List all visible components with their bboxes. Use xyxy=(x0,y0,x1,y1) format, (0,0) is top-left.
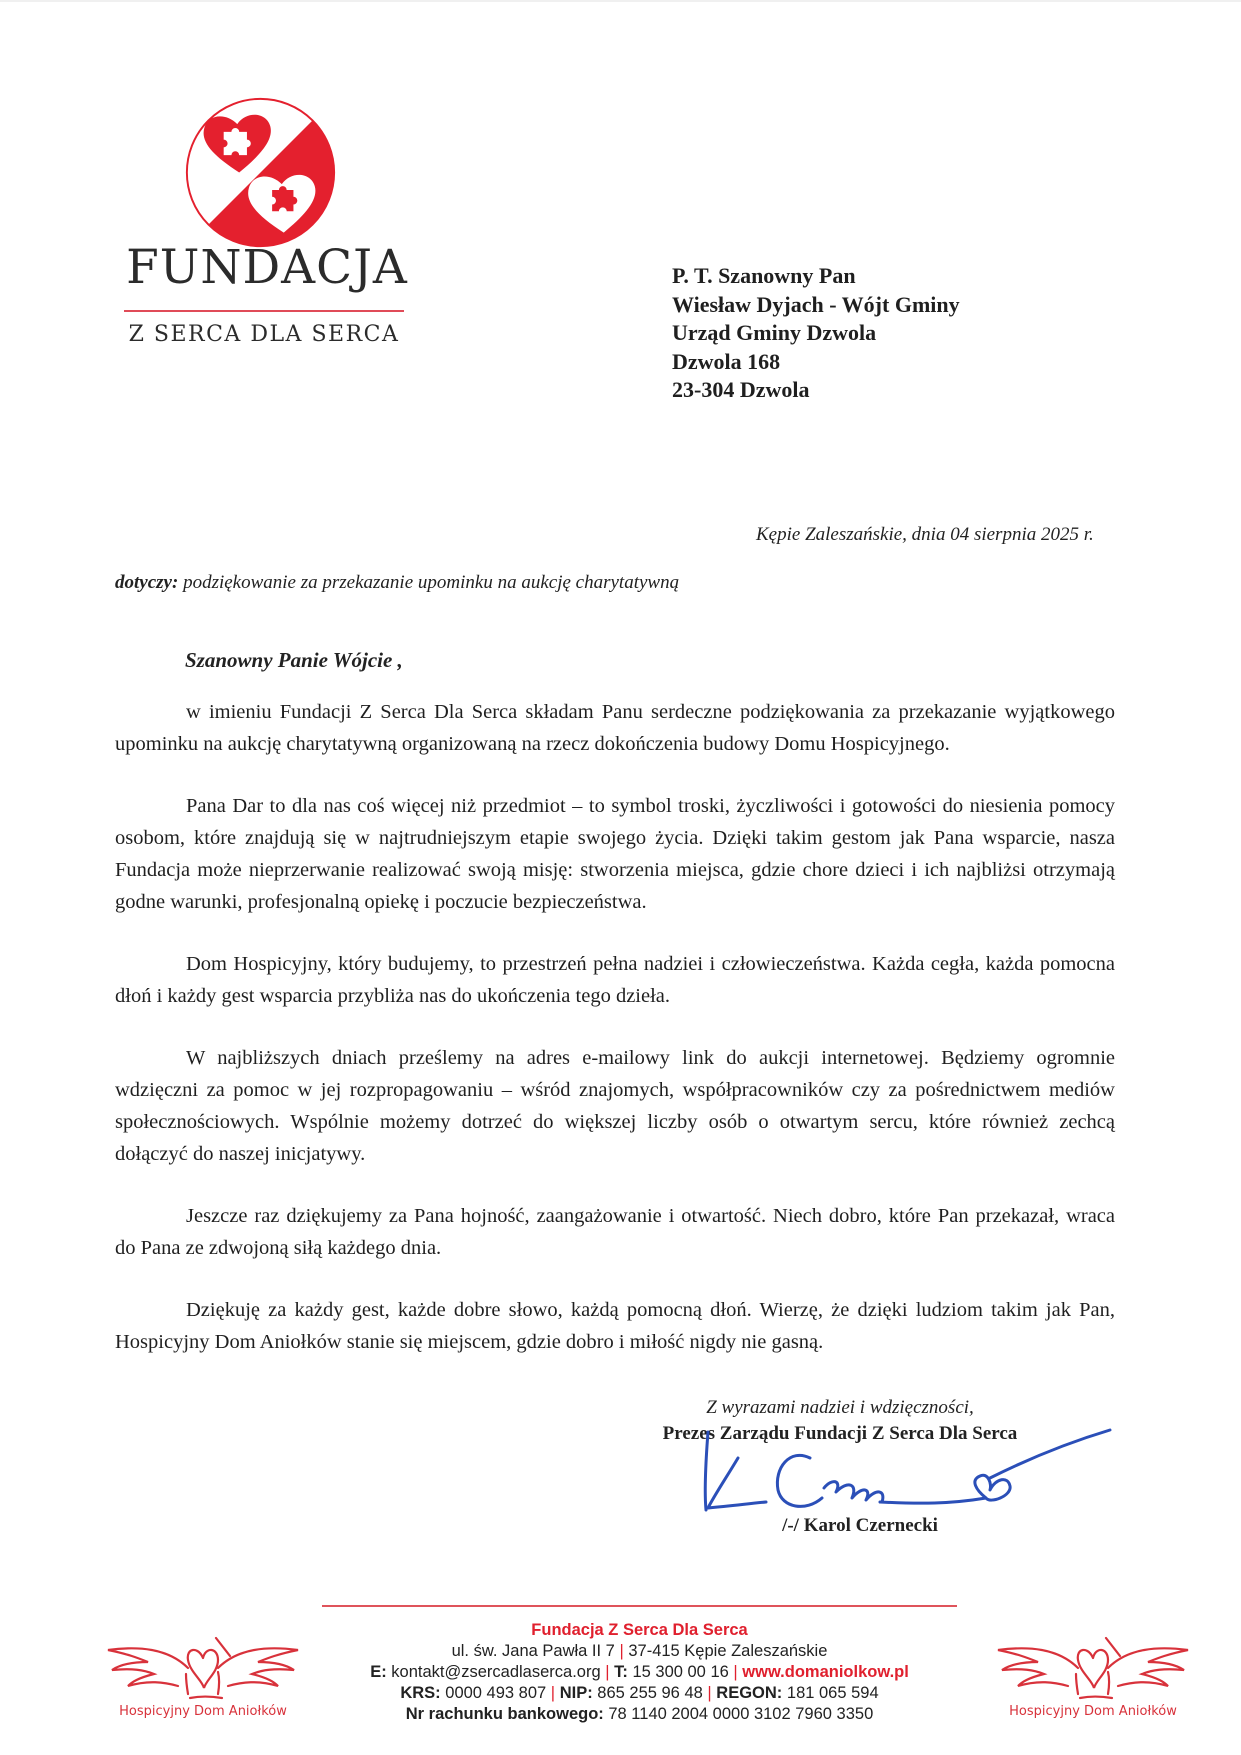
scan-edge xyxy=(0,0,1241,2)
body-paragraph: Pana Dar to dla nas coś więcej niż przedmiot – to symbol troski, życzliwości i gotowości do niesienia pomocy osobom, które znajdują się w najtrudniejszym etapie swojego życia. Dzięki takim gestom jak Pana wsparcie, nasza Fundacja może nieprzerwanie realizować swoją misję: stworzenia miejsca, gdzie chore dzieci i ich najbliżsi otrzymają godne warunki, profesjonalną opiekę i poczucie bezpieczeństwa. xyxy=(115,795,1115,913)
footer-phone: 15 300 00 16 xyxy=(632,1663,729,1681)
closing-phrase: Z wyrazami nadziei i wdzięczności, xyxy=(706,1397,974,1418)
footer-street: ul. św. Jana Pawła II 7 xyxy=(451,1642,615,1660)
footer-separator: | xyxy=(550,1684,556,1702)
footer-divider xyxy=(322,1605,957,1607)
krs-value: 0000 493 807 xyxy=(445,1684,547,1702)
body-paragraph: W najbliższych dniach prześlemy na adres e-mailowy link do aukcji internetowej. Będziemy ogromnie wdzięczni za pomoc w jej rozpropagowaniu – wśród znajomych, współpracowników czy za pośrednictwem mediów społecznościowych. Wspólnie możemy dotrzeć do większej liczby osób o otwartym sercu, które również zechcą dołączyć do naszej inicjatywy. xyxy=(115,1047,1115,1165)
body-paragraph: Jeszcze raz dziękujemy za Pana hojność, zaangażowanie i otwartość. Niech dobro, które Pan przekazał, wraca do Pana ze zdwojoną siłą każdego dnia. xyxy=(115,1205,1115,1259)
nip-value: 865 255 96 48 xyxy=(597,1684,703,1702)
phone-label: T: xyxy=(614,1663,628,1681)
letter-date: Kępie Zaleszańskie, dnia 04 sierpnia 2025 r. xyxy=(756,524,1094,545)
footer-website-link[interactable]: www.domaniolkow.pl xyxy=(742,1663,909,1681)
footer-separator: | xyxy=(619,1642,624,1660)
account-value: 78 1140 2004 0000 3102 7960 3350 xyxy=(608,1705,874,1723)
letter-body xyxy=(115,696,1115,1388)
footer-org-name: Fundacja Z Serca Dla Serca xyxy=(531,1621,748,1639)
subject-text: podziękowanie za przekazanie upominku na aukcję charytatywną xyxy=(183,572,680,593)
regon-value: 181 065 594 xyxy=(786,1684,879,1702)
winged-heart-house-icon xyxy=(988,1628,1198,1708)
signer-name: /-/ Karol Czernecki xyxy=(782,1515,938,1536)
handwritten-signature-icon xyxy=(690,1418,1130,1518)
org-subtitle: Z SERCA DLA SERCA xyxy=(128,322,400,347)
subject-label: dotyczy: xyxy=(115,572,179,593)
recipient-line: 23-304 Dzwola xyxy=(672,377,810,402)
footer-contact xyxy=(322,1620,957,1725)
krs-label: KRS: xyxy=(400,1684,441,1702)
email-label: E: xyxy=(370,1663,387,1681)
letter-subject xyxy=(115,572,679,594)
footer-separator: | xyxy=(733,1663,738,1681)
signer-title: Prezes Zarządu Fundacji Z Serca Dla Serca xyxy=(662,1423,1018,1444)
logo-divider xyxy=(124,310,404,312)
footer-separator: | xyxy=(605,1663,610,1681)
body-paragraph: Dom Hospicyjny, który budujemy, to przestrzeń pełna nadziei i człowieczeństwa. Każda cegła, każda pomocna dłoń i każdy gest wsparcia przybliża nas do ukończenia tego dzieła. xyxy=(115,953,1115,1007)
hospice-logo-label: Hospicyjny Dom Aniołków xyxy=(119,1704,287,1719)
footer-registry xyxy=(322,1683,957,1704)
nip-label: NIP: xyxy=(559,1684,593,1702)
regon-label: REGON: xyxy=(716,1684,783,1702)
recipient-line: Wiesław Dyjach - Wójt Gminy xyxy=(672,291,960,317)
footer-bank xyxy=(322,1704,957,1725)
recipient-line: P. T. Szanowny Pan xyxy=(672,263,856,288)
footer-separator: | xyxy=(707,1684,712,1702)
footer-address xyxy=(322,1641,957,1662)
hospice-logo-right xyxy=(988,1628,1198,1728)
footer-contacts xyxy=(322,1662,957,1683)
salutation: Szanowny Panie Wójcie , xyxy=(185,648,403,672)
winged-heart-house-icon xyxy=(98,1628,308,1708)
body-paragraph: Dziękuję za każdy gest, każde dobre słowo, każdą pomocną dłoń. Wierzę, że dzięki ludziom takim jak Pan, Hospicyjny Dom Aniołków stanie się miejscem, gdzie dobro i miłość nigdy nie gasną. xyxy=(115,1299,1115,1353)
recipient-line: Urząd Gminy Dzwola xyxy=(672,320,877,345)
body-paragraph: w imieniu Fundacji Z Serca Dla Serca składam Panu serdeczne podziękowania za przekazanie wyjątkowego upominku na aukcję charytatywną organizowaną na rzecz dokończenia budowy Domu Hospicyjnego. xyxy=(115,701,1115,755)
recipient-line: Dzwola 168 xyxy=(672,348,781,374)
footer-city: 37-415 Kępie Zaleszańskie xyxy=(628,1642,828,1660)
recipient-address xyxy=(672,262,960,405)
hospice-logo-label: Hospicyjny Dom Aniołków xyxy=(1009,1704,1177,1719)
account-label: Nr rachunku bankowego: xyxy=(405,1705,604,1723)
hospice-logo-left xyxy=(98,1628,308,1728)
org-wordmark: FUNDACJA xyxy=(126,240,408,295)
footer-email-link[interactable]: kontakt@zsercadlaserca.org xyxy=(391,1663,601,1681)
two-hearts-puzzle-circle-icon xyxy=(183,95,338,250)
